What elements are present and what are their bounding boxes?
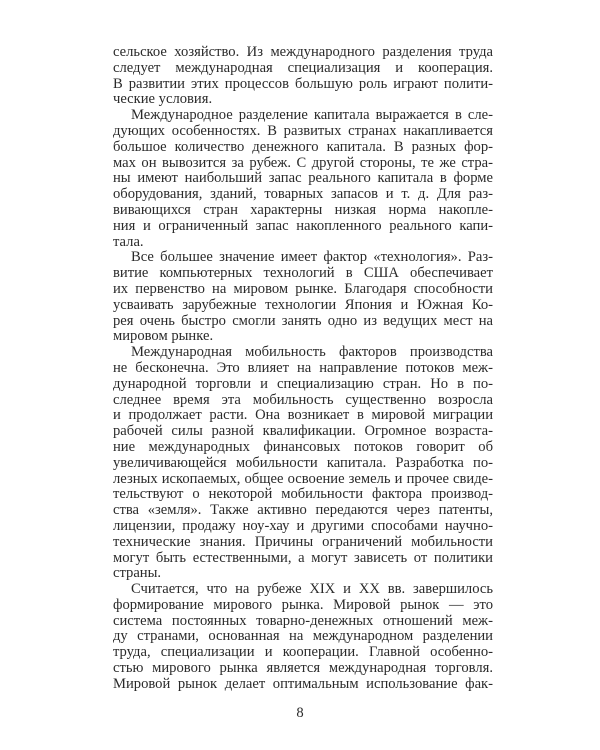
text-line: ства «земля». Также активно передаются через патенты, <box>113 502 493 519</box>
paragraph <box>113 45 493 108</box>
text-line: их первенство на мировом рынке. Благодаря способности <box>113 280 493 297</box>
text-line: сельское хозяйство. Из международного разделения труда <box>113 44 493 60</box>
text-line: Международная мобильность факторов производства <box>131 344 493 361</box>
text-line: оборудования, зданий, товарных запасов и т. д. Для раз- <box>113 186 493 203</box>
text-line: тельствуют о некоторой мобильности фактора производ- <box>113 486 493 503</box>
text-line: тала. <box>113 233 144 250</box>
paragraph <box>113 108 493 250</box>
text-line: Мировой рынок делает оптимальным использование фак- <box>113 675 493 692</box>
text-line: труда, специализации и кооперации. Главной особенно- <box>113 644 493 661</box>
text-line: вивающихся стран характерны низкая норма накопле- <box>113 201 493 218</box>
text-line: большое количество денежного капитала. В разных фор- <box>113 138 493 155</box>
text-line: мах он вывозится за рубеж. С другой стороны, те же стра- <box>113 154 493 171</box>
text-line: ние международных финансовых потоков говорит об <box>113 438 493 455</box>
text-line: ны имеют наибольший запас реального капитала в форме <box>113 170 493 187</box>
text-line: дующих особенностях. В развитых странах накапливается <box>113 122 493 139</box>
text-line: лицензии, продажу ноу-хау и другими способами научно- <box>113 517 493 534</box>
text-line: система постоянных товарно-денежных отношений меж- <box>113 612 493 629</box>
paragraph <box>113 345 493 582</box>
text-line: мировом рынке. <box>113 328 214 345</box>
text-line: дународной торговли и специализацию стран. Но в по- <box>113 375 493 392</box>
text-line: рабочей силы разной квалификации. Огромное возраста- <box>113 423 493 440</box>
text-line: ния и ограниченный запас накопленного реального капи- <box>113 217 493 234</box>
text-line: следнее время эта мобильность существенно возросла <box>113 391 493 408</box>
text-line: не бесконечна. Это влияет на направление потоков меж- <box>113 359 493 376</box>
paragraph <box>113 250 493 345</box>
text-line: ческие условия. <box>113 91 213 108</box>
text-line: рея очень быстро смогли занять одно из ведущих мест на <box>113 312 493 329</box>
text-line: формирование мирового рынка. Мировой рынок — это <box>113 596 493 613</box>
text-line: Международное разделение капитала выражается в сле- <box>131 107 493 124</box>
text-line: технические знания. Причины ограничений мобильности <box>113 533 493 550</box>
text-line: могут быть естественными, а могут зависеть от политики <box>113 549 493 566</box>
text-line: В развитии этих процессов большую роль играют полити- <box>113 75 493 92</box>
text-line: следует международная специализация и кооперация. <box>113 59 493 76</box>
page-body <box>113 45 493 693</box>
text-line: Все большее значение имеет фактор «технология». Раз- <box>131 249 493 266</box>
text-line: и продолжает расти. Она возникает в мировой миграции <box>113 407 493 424</box>
page-number: 8 <box>296 705 304 721</box>
paragraph <box>113 582 493 693</box>
text-line: стью мирового рынка является международная торговля. <box>113 660 493 677</box>
text-line: страны. <box>113 565 162 582</box>
text-line: витие компьютерных технологий в США обеспечивает <box>113 265 493 282</box>
text-line: ду странами, основанная на международном разделении <box>113 628 493 645</box>
text-line: увеличивающейся мобильности капитала. Разработка по- <box>113 454 493 471</box>
text-line: усваивать зарубежные технологии Япония и Южная Ко- <box>113 296 493 313</box>
text-line: лезных ископаемых, общее освоение земель и прочее свиде- <box>113 470 493 487</box>
text-line: Считается, что на рубеже XIX и XX вв. завершилось <box>131 581 493 598</box>
